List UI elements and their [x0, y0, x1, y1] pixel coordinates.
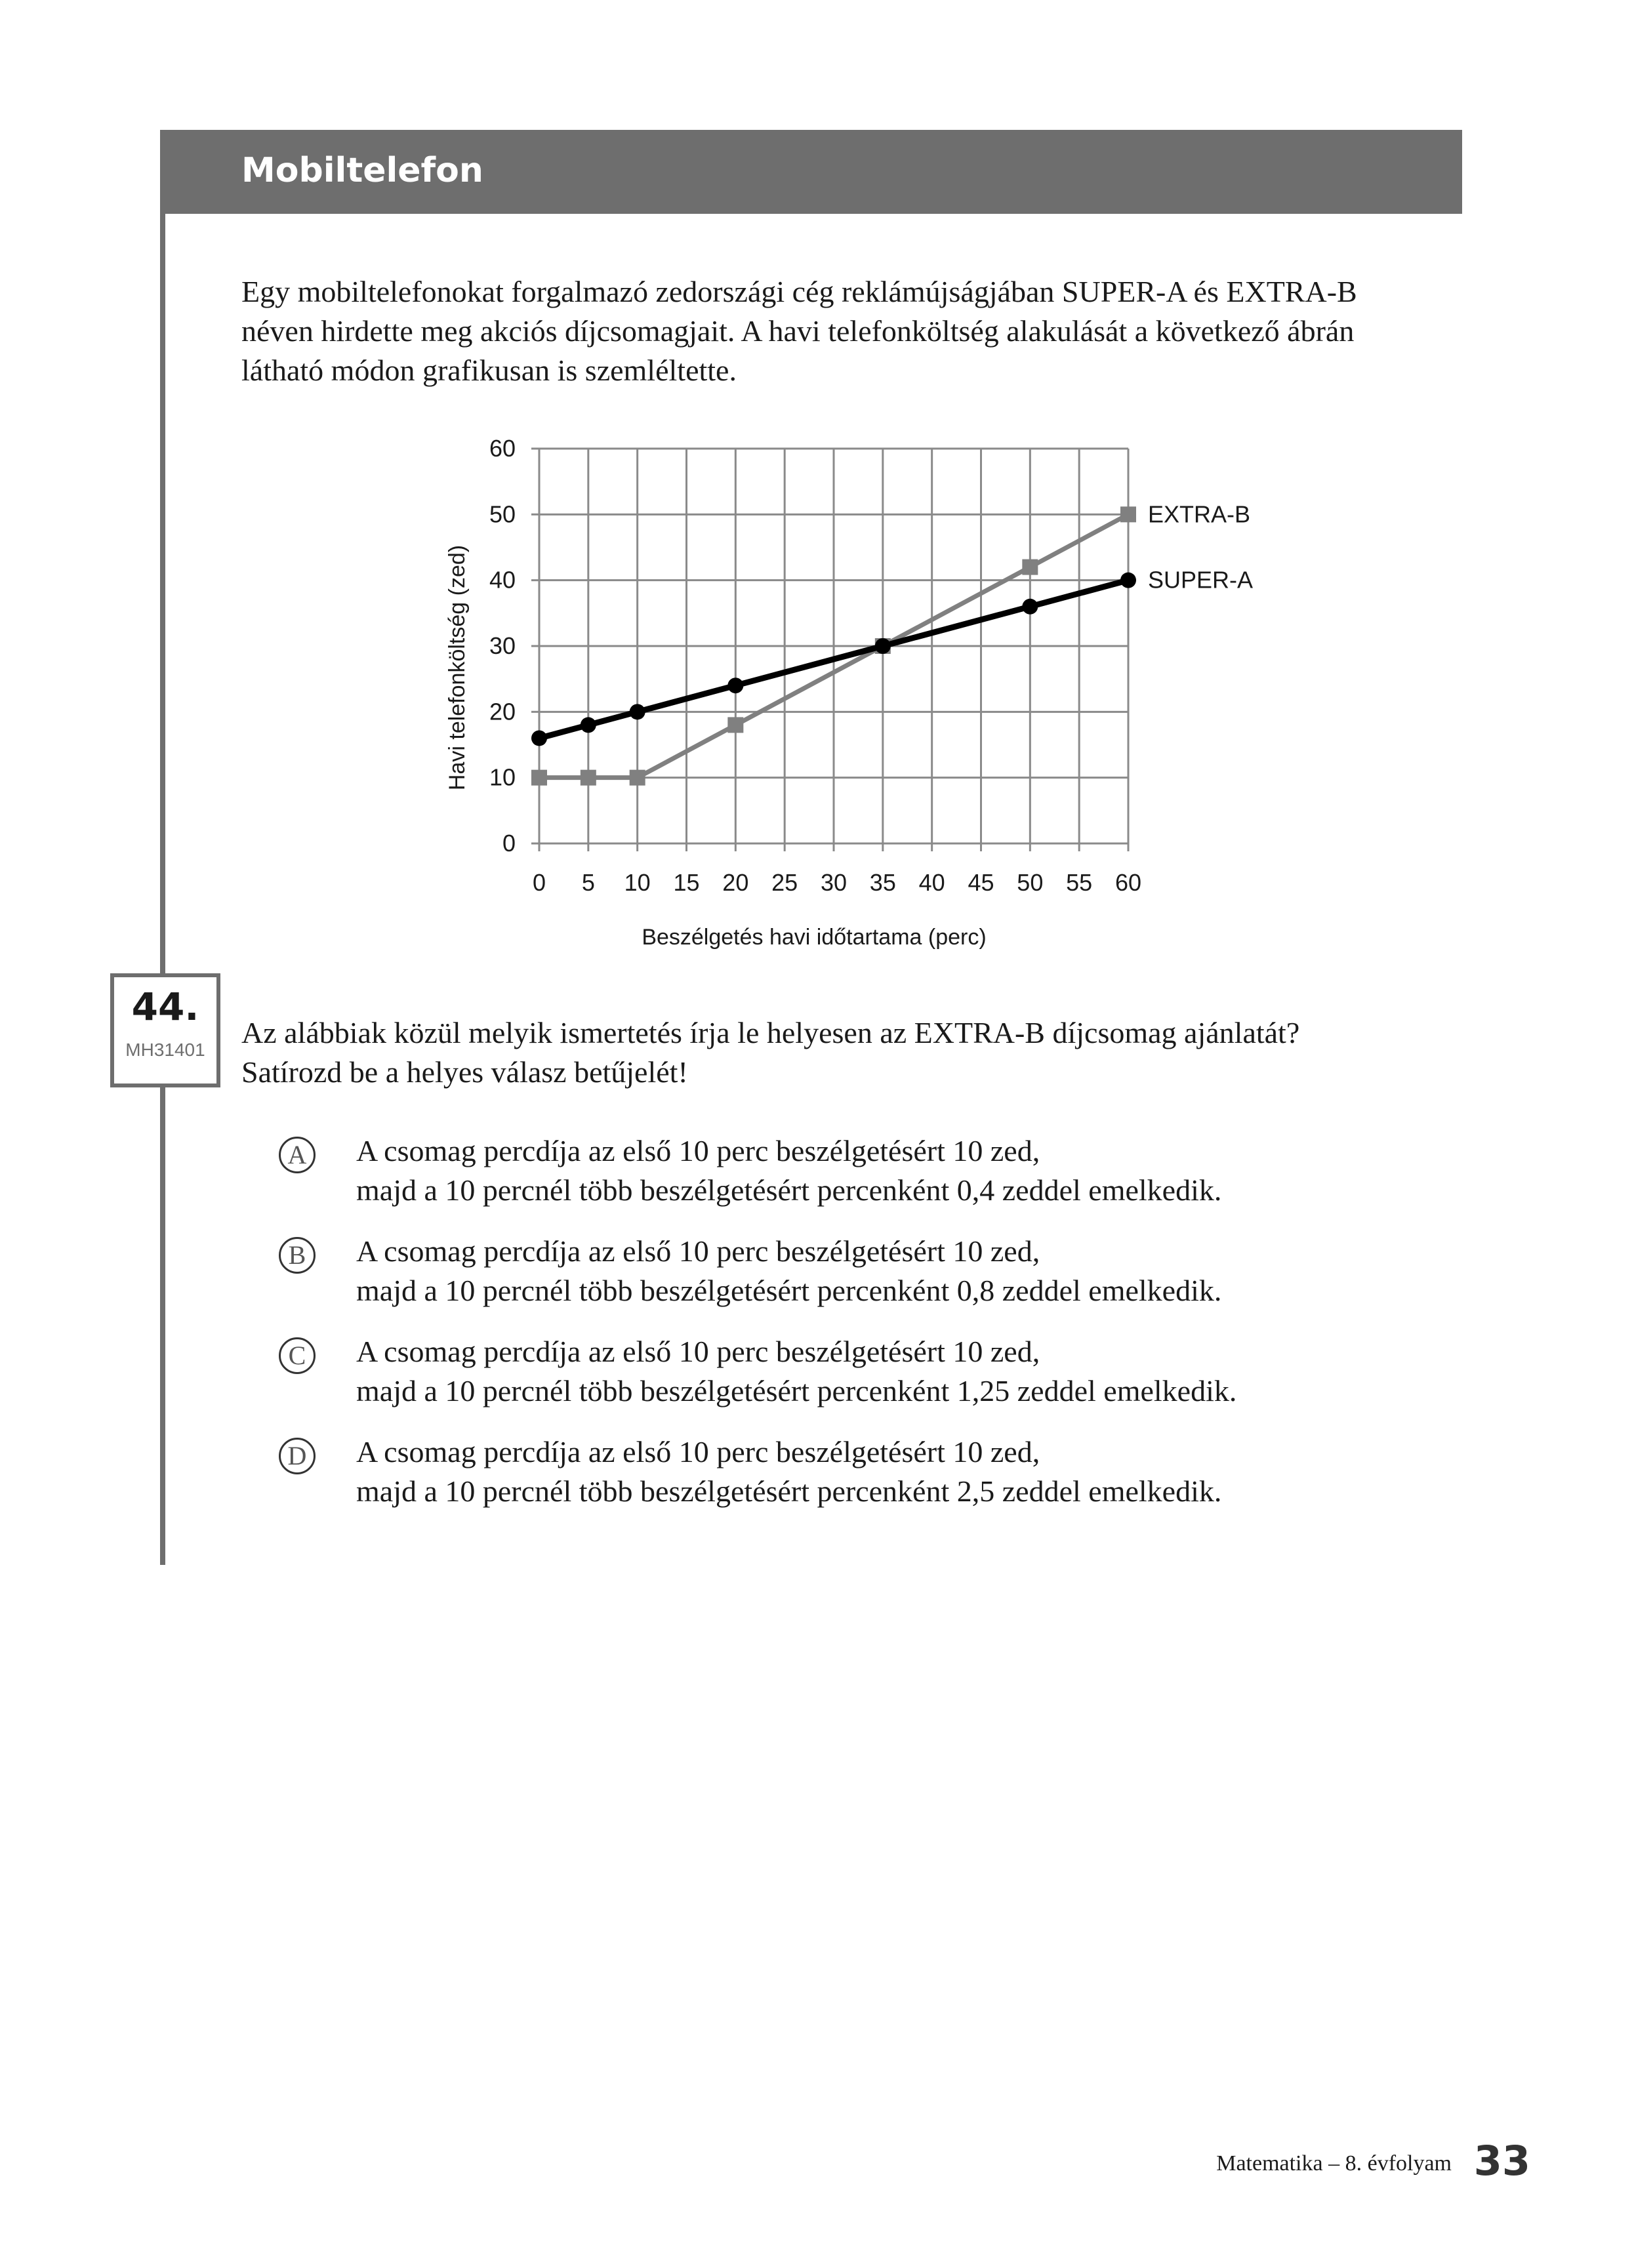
- answer-bubble-d[interactable]: D: [279, 1438, 316, 1474]
- series-label-extra-b: EXTRA-B: [1148, 500, 1251, 528]
- question-line: Az alábbiak közül melyik ismertetés írja le helyesen az EXTRA-B díjcsomag ajánlatát?: [241, 1016, 1300, 1049]
- y-tick-label: 0: [502, 830, 516, 857]
- x-tick-label: 10: [624, 869, 651, 896]
- x-tick-label: 50: [1017, 869, 1044, 896]
- answer-option-d[interactable]: [279, 1432, 1446, 1518]
- x-tick-label: 5: [581, 869, 595, 896]
- answer-bubble-b[interactable]: B: [279, 1237, 316, 1274]
- answer-line: majd a 10 percnél több beszélgetésért percenként 0,4 zeddel emelkedik.: [356, 1173, 1222, 1207]
- answer-bubble-a[interactable]: A: [279, 1137, 316, 1173]
- answer-line: A csomag percdíja az első 10 perc beszélgetésért 10 zed,: [356, 1335, 1040, 1368]
- y-tick-label: 10: [489, 763, 516, 791]
- data-point-super-a: [1022, 599, 1038, 615]
- x-tick-label: 55: [1066, 869, 1093, 896]
- answer-line: A csomag percdíja az első 10 perc beszélgetésért 10 zed,: [356, 1134, 1040, 1167]
- data-point-extra-b: [630, 770, 645, 786]
- question-line: Satírozd be a helyes válasz betűjelét!: [241, 1055, 688, 1089]
- cost-line-chart: [420, 420, 1312, 971]
- answer-text-c: [356, 1332, 1236, 1411]
- left-margin-rule: [160, 130, 165, 1565]
- y-axis-ticks: [489, 435, 539, 857]
- question-code: MH31401: [125, 1040, 205, 1060]
- x-axis-ticks: [533, 843, 1141, 896]
- answer-bubble-c[interactable]: C: [279, 1337, 316, 1374]
- x-tick-label: 0: [532, 869, 546, 896]
- answer-text-d: [356, 1432, 1221, 1511]
- chart-series: [531, 500, 1253, 785]
- answer-line: A csomag percdíja az első 10 perc beszélgetésért 10 zed,: [356, 1435, 1040, 1468]
- data-point-super-a: [727, 678, 743, 693]
- x-tick-label: 30: [820, 869, 848, 896]
- question-number-box: [110, 973, 220, 1087]
- answer-line: majd a 10 percnél több beszélgetésért percenként 2,5 zeddel emelkedik.: [356, 1474, 1222, 1508]
- data-point-extra-b: [581, 770, 596, 786]
- data-point-super-a: [531, 730, 547, 746]
- y-tick-label: 50: [489, 500, 516, 528]
- intro-line: Egy mobiltelefonokat forgalmazó zedországi cég reklámújságjában SUPER-A és EXTRA-B: [241, 275, 1357, 308]
- answer-text-b: [356, 1232, 1221, 1310]
- intro-line: néven hirdette meg akciós díjcsomagjait. A havi telefonköltség alakulását a következő ábrán: [241, 314, 1355, 348]
- page-number: 33: [1473, 2137, 1530, 2185]
- x-axis-label: Beszélgetés havi időtartama (perc): [642, 925, 987, 950]
- x-tick-label: 20: [722, 869, 749, 896]
- intro-line: látható módon grafikusan is szemléltette.: [241, 354, 737, 387]
- footer-label: Matematika – 8. évfolyam: [1216, 2151, 1452, 2176]
- answer-option-c[interactable]: [279, 1332, 1446, 1417]
- x-tick-label: 40: [918, 869, 945, 896]
- data-point-super-a: [630, 704, 645, 719]
- x-tick-label: 45: [968, 869, 994, 896]
- x-tick-label: 15: [673, 869, 700, 896]
- answer-option-a[interactable]: [279, 1131, 1446, 1217]
- answer-line: majd a 10 percnél több beszélgetésért percenként 1,25 zeddel emelkedik.: [356, 1374, 1237, 1407]
- answer-option-b[interactable]: [279, 1232, 1446, 1317]
- data-point-extra-b: [727, 717, 743, 733]
- y-tick-label: 60: [489, 435, 516, 462]
- data-point-super-a: [581, 717, 596, 733]
- answer-text-a: [356, 1131, 1221, 1210]
- answer-line: majd a 10 percnél több beszélgetésért percenként 0,8 zeddel emelkedik.: [356, 1274, 1222, 1307]
- question-text: [241, 1013, 1299, 1092]
- series-label-super-a: SUPER-A: [1148, 566, 1254, 594]
- answer-line: A csomag percdíja az első 10 perc beszélgetésért 10 zed,: [356, 1234, 1040, 1268]
- question-number: 44.: [131, 984, 199, 1029]
- data-point-extra-b: [531, 770, 547, 786]
- data-point-extra-b: [1120, 506, 1136, 522]
- x-tick-label: 25: [771, 869, 798, 896]
- x-tick-label: 60: [1114, 869, 1142, 896]
- section-title: Mobiltelefon: [241, 151, 483, 190]
- data-point-super-a: [875, 638, 891, 654]
- y-tick-label: 20: [489, 698, 516, 725]
- y-tick-label: 40: [489, 566, 516, 594]
- y-axis-label: Havi telefonköltség (zed): [445, 544, 470, 791]
- chart-grid: [539, 449, 1128, 843]
- y-tick-label: 30: [489, 632, 516, 659]
- data-point-extra-b: [1022, 559, 1038, 575]
- x-tick-label: 35: [869, 869, 896, 896]
- intro-paragraph: [241, 272, 1448, 390]
- data-point-super-a: [1120, 573, 1136, 588]
